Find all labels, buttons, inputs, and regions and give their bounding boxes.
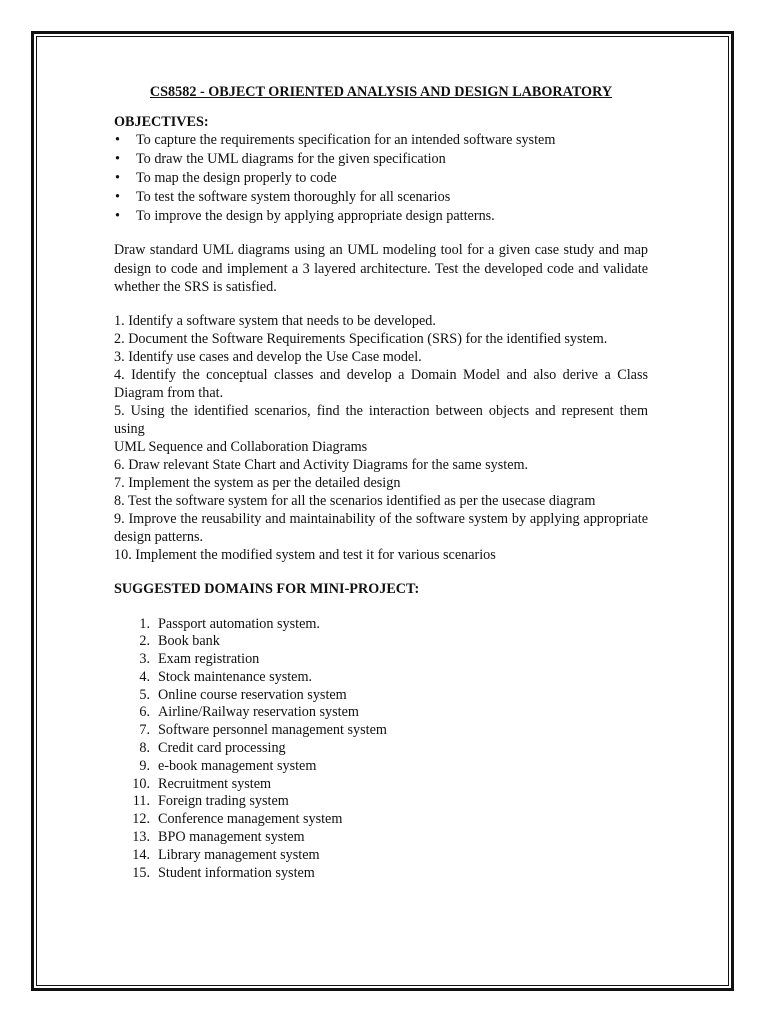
objective-text: To improve the design by applying appropriate design patterns. (136, 208, 495, 224)
domain-number: 6. (139, 704, 150, 721)
domain-item (114, 740, 648, 758)
intro-paragraph: Draw standard UML diagrams using an UML modeling tool for a given case study and map design to code and implement a 3 layered architecture. Test the developed code and validate whether the SRS is satisfied. (114, 242, 648, 295)
step-item: 4. Identify the conceptual classes and develop a Domain Model and also derive a Class Diagram from that. (114, 366, 648, 401)
domain-number: 1. (139, 615, 150, 632)
bullet-icon: • (115, 208, 120, 224)
domain-text: e-book management system (158, 757, 317, 774)
objectives-list (114, 131, 648, 226)
domain-number: 10. (132, 775, 150, 792)
domain-text: Recruitment system (158, 775, 272, 792)
domain-text: Book bank (158, 633, 220, 650)
domain-number: 14. (132, 846, 150, 863)
step-item: 9. Improve the reusability and maintainability of the software system by applying appropriate design patterns. (114, 510, 648, 545)
bullet-icon: • (115, 151, 120, 167)
domain-item (114, 829, 648, 847)
domain-number: 15. (132, 864, 150, 881)
bullet-icon: • (115, 132, 120, 148)
step-item: UML Sequence and Collaboration Diagrams (114, 438, 368, 455)
domain-number: 11. (132, 793, 150, 810)
domain-item (114, 704, 648, 722)
document-body (114, 83, 648, 882)
step-item: 3. Identify use cases and develop the Use Case model. (114, 348, 422, 365)
domain-number: 7. (139, 722, 150, 739)
step-item: 6. Draw relevant State Chart and Activity Diagrams for the same system. (114, 456, 529, 473)
step-item: 1. Identify a software system that needs to be developed. (114, 312, 436, 329)
domain-number: 2. (139, 633, 150, 650)
domain-item (114, 811, 648, 829)
domain-item (114, 847, 648, 865)
domain-number: 4. (139, 668, 150, 685)
domain-item (114, 776, 648, 794)
objective-item (114, 207, 648, 226)
domain-text: Airline/Railway reservation system (158, 704, 359, 721)
domain-text: Conference management system (158, 811, 343, 828)
domain-number: 13. (132, 829, 150, 846)
domain-item (114, 633, 648, 651)
objective-item (114, 150, 648, 169)
domain-item (114, 865, 648, 883)
objective-item (114, 131, 648, 150)
objective-item (114, 188, 648, 207)
domain-number: 8. (139, 740, 150, 757)
domain-item (114, 651, 648, 669)
bullet-icon: • (115, 189, 120, 205)
objective-item (114, 169, 648, 188)
domain-text: Software personnel management system (158, 722, 387, 739)
step-item: 2. Document the Software Requirements Specification (SRS) for the identified system. (114, 330, 608, 347)
step-item: 8. Test the software system for all the scenarios identified as per the usecase diagram (114, 492, 596, 509)
domain-item (114, 687, 648, 705)
domain-text: Online course reservation system (158, 686, 347, 703)
domain-text: Exam registration (158, 651, 260, 668)
domain-number: 5. (139, 686, 150, 703)
step-item: 5. Using the identified scenarios, find the interaction between objects and represent them using (114, 402, 648, 437)
domain-text: Library management system (158, 846, 320, 863)
domain-number: 12. (132, 811, 150, 828)
domain-number: 9. (139, 757, 150, 774)
domain-item (114, 793, 648, 811)
domain-text: Credit card processing (158, 740, 286, 757)
objective-text: To map the design properly to code (136, 170, 337, 186)
objectives-heading: OBJECTIVES: (114, 114, 209, 130)
domain-item (114, 669, 648, 687)
domain-item (114, 722, 648, 740)
domains-list (114, 616, 648, 883)
lab-steps (114, 312, 648, 564)
objective-text: To draw the UML diagrams for the given specification (136, 151, 446, 167)
domain-text: Student information system (158, 864, 315, 881)
domain-text: Passport automation system. (158, 615, 320, 632)
step-item: 10. Implement the modified system and test it for various scenarios (114, 546, 496, 563)
domain-number: 3. (139, 651, 150, 668)
objective-text: To capture the requirements specification for an intended software system (136, 132, 556, 148)
domain-item (114, 758, 648, 776)
bullet-icon: • (115, 170, 120, 186)
objective-text: To test the software system thoroughly for all scenarios (136, 189, 451, 205)
domain-text: Foreign trading system (158, 793, 289, 810)
domain-text: Stock maintenance system. (158, 668, 313, 685)
domain-text: BPO management system (158, 829, 305, 846)
domains-heading: SUGGESTED DOMAINS FOR MINI-PROJECT: (114, 580, 420, 597)
domain-item (114, 616, 648, 634)
step-item: 7. Implement the system as per the detailed design (114, 474, 401, 491)
document-title: CS8582 - OBJECT ORIENTED ANALYSIS AND DESIGN LABORATORY (149, 84, 613, 100)
